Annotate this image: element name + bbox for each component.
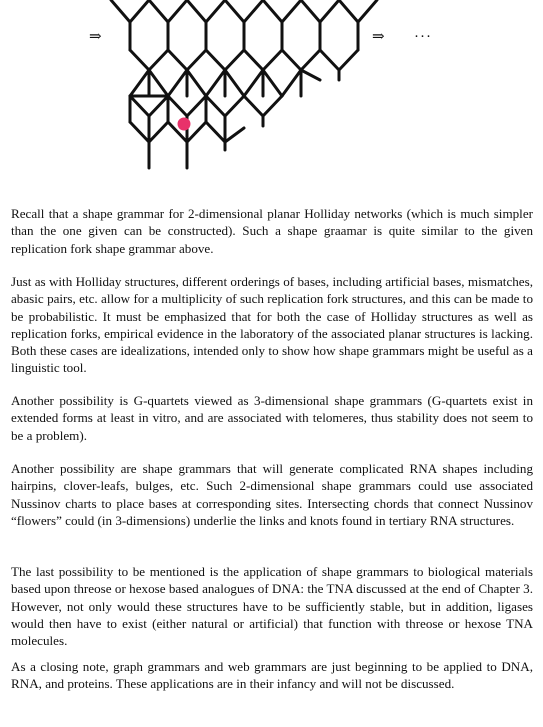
network-edge xyxy=(168,0,187,22)
derivation-arrow-left: ⇒ xyxy=(89,29,102,45)
paragraph-holliday-structures: Just as with Holliday structures, different orderings of bases, including artificial bases, mismatches, abasic pairs, etc. allow for a multiplicity of such replication fork structures, and this can be made to be probabilistic. It must be emphasized that for both the case of Holliday structures as well as replication forks, empirical evidence in the laboratory of the associated planar structures is lacking. Both these cases are idealizations, intended only to show how shape grammars might be useful as a linguistic tool. xyxy=(11,274,533,376)
network-edge xyxy=(130,96,149,116)
hexagon-network-lines xyxy=(111,0,377,168)
network-edge xyxy=(263,50,282,70)
network-edge xyxy=(168,50,187,70)
network-edge xyxy=(149,50,168,70)
network-edge xyxy=(130,122,149,142)
network-edge xyxy=(244,96,263,116)
network-edge xyxy=(263,0,282,22)
network-edge xyxy=(111,0,130,22)
network-edge xyxy=(206,96,225,116)
network-edge xyxy=(206,0,225,22)
network-edge xyxy=(225,96,244,116)
network-edge xyxy=(282,70,301,96)
network-edge xyxy=(206,70,225,96)
network-edge xyxy=(244,70,263,96)
network-edge xyxy=(301,0,320,22)
pink-site-marker xyxy=(178,118,191,131)
network-edge xyxy=(130,0,149,22)
network-edge xyxy=(225,128,244,142)
network-edge xyxy=(282,0,301,22)
network-edge xyxy=(206,122,225,142)
network-edge xyxy=(149,0,168,22)
network-edge xyxy=(301,50,320,70)
network-edge xyxy=(358,0,377,22)
network-edge xyxy=(339,50,358,70)
network-edge xyxy=(225,0,244,22)
network-edge xyxy=(206,50,225,70)
network-edge xyxy=(320,50,339,70)
network-edge xyxy=(339,0,358,22)
network-edge xyxy=(187,96,206,116)
network-edge xyxy=(263,96,282,116)
network-edge xyxy=(187,50,206,70)
replication-fork-figure xyxy=(0,0,543,190)
continuation-ellipsis: ··· xyxy=(414,29,432,45)
network-edge xyxy=(168,70,187,96)
network-edge xyxy=(149,122,168,142)
network-edge xyxy=(187,0,206,22)
network-edge xyxy=(263,70,282,96)
paragraph-g-quartets: Another possibility is G-quartets viewed as 3-dimensional shape grammars (G-quartets exist in extended forms at least in vitro, and are associated with telomeres, thus stability does not seem to be a problem). xyxy=(11,393,533,443)
network-edge xyxy=(130,50,149,70)
network-edge xyxy=(130,70,149,96)
paragraph-rna-shapes: Another possibility are shape grammars that will generate complicated RNA shapes including hairpins, clover-leafs, bulges, etc. Such 2-dimensional shape grammars could use associated Nussinov charts to place bases at corresponding sites. Intersecting chords that connect Nussinov “flowers” could (in 3-dimensions) underlie the links and knots found in tertiary RNA structures. xyxy=(11,461,533,528)
network-edge xyxy=(187,70,206,96)
network-edge xyxy=(301,70,320,80)
paragraph-tna-analogues: The last possibility to be mentioned is the application of shape grammars to biological materials based upon threose or hexose based analogues of DNA: the TNA discussed at the end of Chapter 3. However, not only would these structures have to be sufficiently stable, but in addition, ligases would then have to exist (either natural or artificial) that function with threose or hexose TNA molecules. xyxy=(11,564,533,649)
hexagonal-network-diagram xyxy=(0,0,543,190)
paragraph-holliday-networks: Recall that a shape grammar for 2-dimensional planar Holliday networks (which is much simpler than the one given can be constructed). Such a shape graamar is quite similar to the given replication fork shape grammar above. xyxy=(11,206,533,256)
network-edge xyxy=(168,96,187,116)
paragraph-closing-note: As a closing note, graph grammars and web grammars are just beginning to be applied to DNA, RNA, and proteins. These applications are in their infancy and will not be discussed. xyxy=(11,659,533,692)
network-edge xyxy=(244,50,263,70)
network-edge xyxy=(149,96,168,116)
derivation-arrow-right: ⇒ xyxy=(372,29,385,45)
network-edge xyxy=(225,50,244,70)
network-edge xyxy=(225,70,244,96)
network-edge xyxy=(320,0,339,22)
network-edge xyxy=(282,50,301,70)
network-edge xyxy=(244,0,263,22)
network-edge xyxy=(149,70,168,96)
